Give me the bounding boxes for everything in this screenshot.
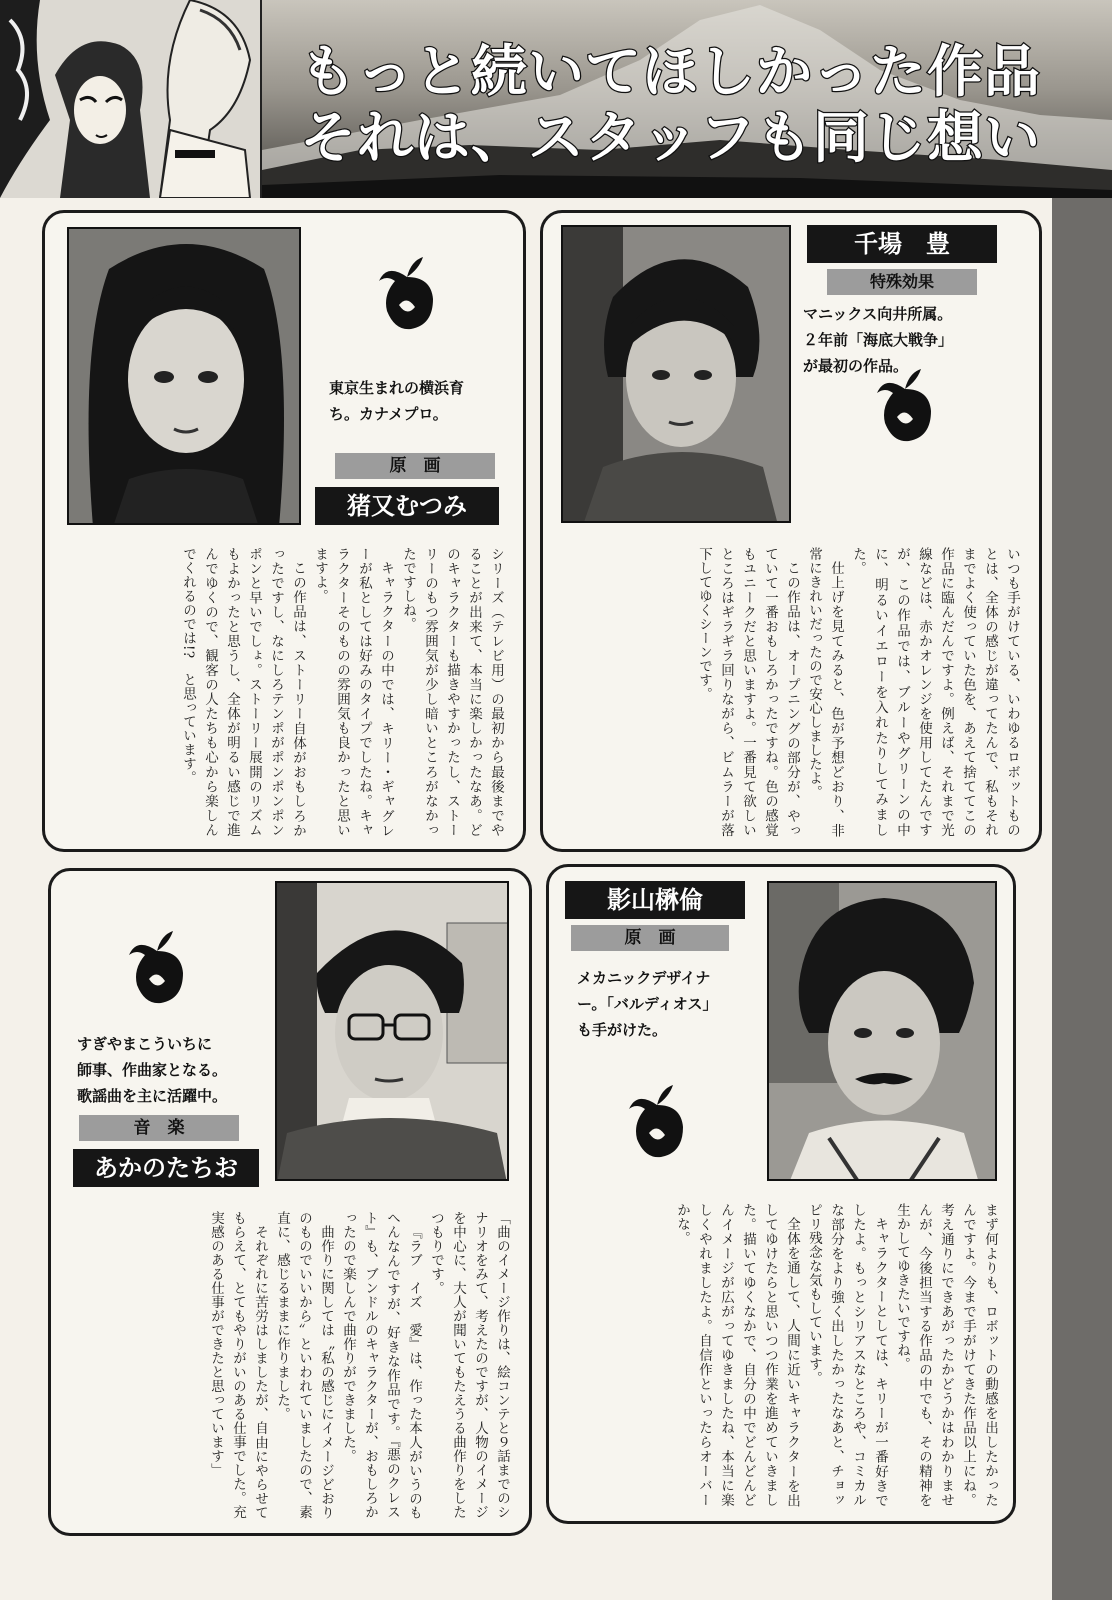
profile-line: すぎやまこういちに bbox=[77, 1035, 213, 1053]
role-label: 特殊効果 bbox=[827, 269, 977, 295]
staff-name: 影山楙倫 bbox=[565, 881, 745, 919]
article-paragraph: 仕上げを見てみると、色が予想どおり、非常にきれいだったので安心しましたよ。 bbox=[806, 547, 844, 837]
anime-characters-illustration bbox=[0, 0, 262, 198]
staff-panel-akano bbox=[48, 868, 532, 1536]
profile-line: メカニックデザイナ bbox=[577, 969, 711, 987]
staff-name: 猪又むつみ bbox=[315, 487, 499, 525]
profile-line: ２年前「海底大戦争」 bbox=[803, 331, 954, 349]
profile-line: 師事、作曲家となる。 bbox=[77, 1061, 228, 1079]
right-edge-band bbox=[1052, 198, 1112, 1600]
header-banner bbox=[0, 0, 1112, 198]
article-paragraph: まず何よりも、ロボットの動感を出したかったんですよ。今まで手がけてきた作品以上にね。考え通りにできあがったかどうかはわかりませんが、今後担当する作品の中でも、その精神を生かしてゆきたいですね。 bbox=[894, 1203, 998, 1507]
portrait-photo bbox=[561, 225, 791, 523]
profile-line: ち。カナメプロ。 bbox=[329, 405, 448, 423]
article-paragraph: この作品は、ストーリー自体がおもしろかったですし、なにしろテンポがポンポンポンポンと早いでしょ。ストーリー展開のリズムもよかったと思うし、全体が明るい感じで進んでゆくので、観客の人たちも心から楽しんでくれるのでは!? と思っています。 bbox=[180, 547, 306, 837]
profile-line: も手がけた。 bbox=[577, 1021, 668, 1039]
portrait-photo bbox=[275, 881, 509, 1181]
header-title bbox=[300, 40, 1100, 172]
article-paragraph: キャラクターの中では、キリー・ギャグレーが私としては好みのタイプでしたね。キャラクターそのものの雰囲気も良かったと思いますよ。 bbox=[312, 547, 394, 837]
article-paragraph: 『ラブ イズ 愛』は、作った本人がいうのもへんなんですが、好きな作品です。『悪のクレスト』も、ブンドルのキャラクターが、おもしろかったので楽しんで曲作りができました。 bbox=[340, 1211, 422, 1519]
profile-line: 東京生まれの横浜育 bbox=[329, 379, 465, 397]
article-paragraph: いつも手がけている、いわゆるロボットものとは、全体の感じが違ってたんで、私もそれまでよく使っていた色を、あえて捨ててこの作品に臨んだんですよ。例えば、それまで光線などは、赤かオレンジを使用してたんですが、この作品では、ブルーやグリーンの中に、明るいイエローを入れたりしてみました。 bbox=[850, 547, 1020, 837]
role-label: 原 画 bbox=[335, 453, 495, 479]
role-label: 音 楽 bbox=[79, 1115, 239, 1141]
article-paragraph: シリーズ（テレビ用）の最初から最後までやることが出来て、本当に楽しかったなあ。どのキャラクターも描きやすかったし、ストーリーのもつ雰囲気が少し暗いところがなかったですしね。 bbox=[400, 547, 504, 837]
article-paragraph: 「曲のイメージ作りは、絵コンテと９話までのシナリオをみて、考えたのですが、人物のイメージを中心に、大人が聞いてもたえうる曲作りをしたつもりです。 bbox=[428, 1211, 510, 1519]
staff-name: 千場 豊 bbox=[807, 225, 997, 263]
profile-text bbox=[329, 375, 509, 427]
apple-logo-icon bbox=[377, 255, 437, 335]
role-label: 原 画 bbox=[571, 925, 729, 951]
apple-logo-icon bbox=[875, 367, 935, 447]
profile-line: ー。「バルディオス」 bbox=[577, 995, 718, 1013]
header-title-line-2: それは、スタッフも同じ想い bbox=[300, 106, 1041, 171]
article-paragraph: キャラクターとしては、キリーが一番好きでしたよ。もっとシリアスなところや、コミカルな部分をより強く出したかったなあと、チョッピリ残念な気もしています。 bbox=[806, 1203, 888, 1507]
staff-panel-senba bbox=[540, 210, 1042, 852]
profile-line: が最初の作品。 bbox=[803, 357, 909, 375]
article-paragraph: この作品は、オープニングの部分が、やっていて一番おもしろかったですね。色の感覚もユニークだと思いますよ。一番見て欲しいところはギラギラ回りながら、ビムラーが落下してゆくシーンです。 bbox=[696, 547, 800, 837]
article-body bbox=[565, 1203, 1001, 1507]
article-body bbox=[73, 1211, 513, 1519]
staff-name: あかのたちお bbox=[73, 1149, 259, 1187]
article-body bbox=[67, 547, 507, 837]
profile-text bbox=[77, 1031, 277, 1109]
profile-line: 歌謡曲を主に活躍中。 bbox=[77, 1087, 228, 1105]
staff-panel-kageyama bbox=[546, 864, 1016, 1524]
article-body bbox=[561, 547, 1023, 837]
article-paragraph: それぞれに苦労はしましたが、自由にやらせてもらえて、とてもやりがいのある仕事でした。充実感のある仕事ができたと思っています」 bbox=[208, 1211, 268, 1519]
apple-logo-icon bbox=[127, 929, 187, 1009]
portrait-photo bbox=[67, 227, 301, 525]
article-paragraph: 全体を通して、人間に近いキャラクターを出してゆけたらと思いつつ作業を進めていきました。描いてゆくなかで、自分の中でどんどんどんイメージが広がってゆきましたね、本当に楽しくやれましたよ。自信作といったらオーバーかな。 bbox=[674, 1203, 800, 1507]
profile-line: マニックス向井所属。 bbox=[803, 305, 953, 323]
profile-text bbox=[577, 965, 767, 1043]
apple-logo-icon bbox=[627, 1083, 687, 1163]
portrait-photo bbox=[767, 881, 997, 1181]
staff-panel-inomata bbox=[42, 210, 526, 852]
article-paragraph: 曲作りに関しては〝私の感じにイメージどおりのものでいいから〟といわれていましたので、素直に、感じるままに作りました。 bbox=[274, 1211, 334, 1519]
header-title-line-1: もっと続いてほしかった作品 bbox=[300, 40, 1041, 105]
